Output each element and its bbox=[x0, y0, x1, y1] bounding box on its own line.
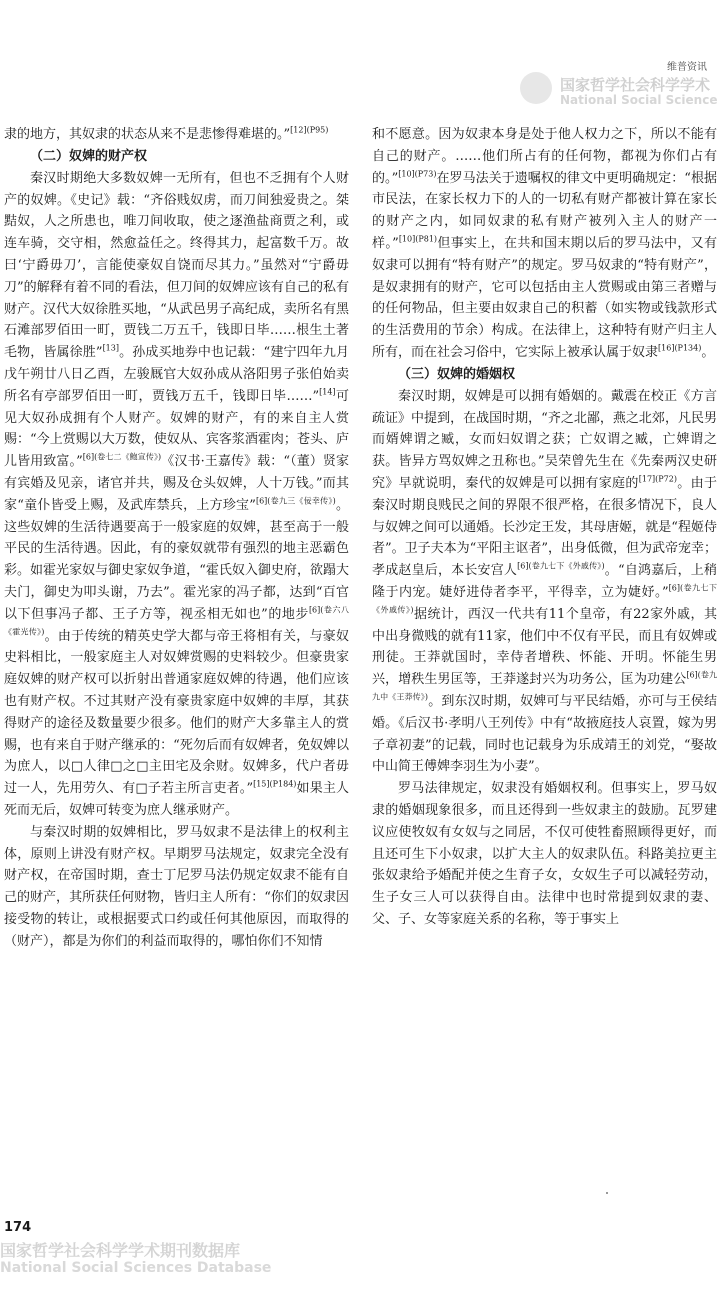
source-tag: 维普资讯 bbox=[667, 62, 707, 73]
paragraph-text: 。孙成买地券中也记载：“建宁四年九月戊午朔廿八日乙酉，左骏厩官大奴孙成从洛阳男子张伯始卖所名有亭部罗佰田一町，贾钱万五千，钱即日毕……” bbox=[4, 345, 349, 404]
citation-ref: [13] bbox=[102, 343, 119, 353]
paragraph-text: 秦汉时期，奴婢是可以拥有婚姻的。戴震在校正《方言疏证》中提到，在战国时期，“齐之北鄙，燕之北郊，凡民男而婿婢谓之臧，女而妇奴谓之获；亡奴谓之臧，亡婢谓之获。皆异方骂奴婢之丑称也。”吴荣曾先生在《先秦两汉史研究》早就说明，秦代的奴婢是可以拥有家庭的 bbox=[372, 388, 717, 491]
body-paragraph bbox=[372, 124, 717, 364]
paragraph-text: 。“自鸿嘉后，上稍隆于内宠。婕妤进侍者李平，平得幸，立为婕妤。” bbox=[372, 563, 717, 600]
citation-ref: [12](P95) bbox=[290, 125, 329, 135]
paragraph-text: 如果主人死而无后，奴婢可转变为庶人继承财产。 bbox=[4, 781, 349, 818]
paragraph-text: 秦汉时期绝大多数奴婢一无所有，但也不乏拥有个人财产的奴婢。《史记》载：“齐俗贱奴虏，而刀间独爱贵之。桀黠奴，人之所患也，唯刀间收取，使之逐渔盐商贾之利，或连车骑，交守相，然愈益任之。终得其力，起富数千万。故曰‘宁爵毋刀’，言能使豪奴自饶而尽其力。”虽然对“宁爵毋刀”的解释有着不同的看法，但刀间的奴婢应该有自己的私有财产。汉代大奴徐胜买地，“从武邑男子高纪成，卖所名有黑石滩部罗佰田一町，贾钱二万五千，钱即日毕……根生土著毛物，皆属徐胜” bbox=[4, 170, 349, 361]
scan-speck bbox=[606, 1192, 608, 1194]
left-column bbox=[4, 124, 349, 952]
bottom-watermark bbox=[0, 1238, 719, 1288]
citation-ref: [16](P134) bbox=[658, 343, 702, 353]
paragraph-text: 。这些奴婢的生活待遇要高于一般家庭的奴婢，甚至高于一般平民的生活待遇。因此，有的豪奴就带有强烈的地主恶霸色彩。如霍光家奴与御史家奴争道，“霍氏奴入御史府，欲蹋大夫门，御史为叩头谢，乃去”。霍光家的冯子都，达到“百官以下但事冯子都、王子方等，视丞相无如也”的地步 bbox=[4, 497, 349, 622]
paragraph-text: 与秦汉时期的奴婢相比，罗马奴隶不是法律上的权利主体，原则上讲没有财产权。早期罗马法规定，奴隶完全没有财产权，在帝国时期，查士丁尼罗马法仍规定奴隶不能有自己的财产，其所获任何财物，皆归主人所有：“你们的奴隶因接受物的转让，或根据要式口约或任何其他原因，而取得的（财产），都是为你们的利益而取得的，哪怕你们不知情 bbox=[4, 824, 349, 949]
watermark-title-cn: 国家哲学社会科学学术 bbox=[560, 76, 711, 94]
citation-ref: [15](P184) bbox=[253, 779, 297, 789]
citation-ref: [6](卷七二《鲍宣传》) bbox=[82, 452, 162, 462]
bottom-watermark-en: National Social Sciences Database bbox=[0, 1260, 272, 1276]
citation-ref: [6](卷九七下《外戚传》) bbox=[372, 583, 717, 615]
citation-ref: [6](卷九三《佞幸传》) bbox=[255, 496, 336, 506]
body-paragraph bbox=[372, 778, 717, 931]
section-heading: （三）奴婢的婚姻权 bbox=[398, 366, 516, 382]
paragraph-text: 据统计，西汉一代共有11个皇帝，有22家外戚，其中出身微贱的就有11家，他们中不仅有平民，而且有奴婢或刑徒。王莽就国时，幸侍者增秩、怀能、开明。怀能生男兴，增秩生男匡等，王莽遂封兴为功务公，匡为功建公 bbox=[372, 606, 717, 688]
citation-ref: [10](P81) bbox=[398, 234, 438, 244]
paragraph-text: 可见大奴孙成拥有个人财产。奴婢的财产，有的来自主人赏赐：“今上赏赐以大万数，使奴从、宾客浆酒霍肉；苍头、庐儿皆用致富。” bbox=[4, 388, 349, 470]
paragraph-text: 。 bbox=[701, 344, 715, 360]
paragraph-text: 。到东汉时期，奴婢可与平民结婚，亦可与王侯结婚。《后汉书·孝明八王列传》中有“故掖庭技人哀置，嫁为男子章初妻”的记载，同时也记载身为乐成靖王的刘党，“娶故中山简王傅婢李羽生为小妻”。 bbox=[372, 693, 717, 775]
paragraph-text: 隶的地方，其奴隶的状态从来不是悲惨得难堪的。” bbox=[4, 127, 291, 142]
paragraph-text: 。由于传统的精英史学大都与帝王将相有关，与豪奴史料相比，一般家庭主人对奴婢赏赐的史料较少。但豪贵家庭奴婢的财产权可以折射出普通家庭奴婢的待遇，他们应该也有财产权。不过其财产没有豪贵家庭中奴婢的丰厚，其获得财产的途径及数量要少很多。他们的财产大多靠主人的赏赐，也有来自于财产继承的：“死勿后而有奴婢者，免奴婢以为庶人，以□人律□之□主田宅及余财。奴婢多，代户者毋过一人，先用劳久、有□子若主所言吏者。” bbox=[4, 628, 349, 797]
bottom-watermark-cn: 国家哲学社会科学学术期刊数据库 bbox=[0, 1241, 241, 1260]
section-heading: （二）奴婢的财产权 bbox=[30, 148, 148, 164]
citation-ref: [6](卷六八《霍光传》) bbox=[4, 605, 349, 637]
citation-ref: [6](卷九七下《外戚传》) bbox=[517, 561, 605, 571]
body-paragraph bbox=[4, 168, 349, 822]
body-paragraph bbox=[372, 386, 717, 778]
citation-ref: [6](卷九九中《王莽传》) bbox=[372, 670, 717, 702]
paragraph-text: 。由于秦汉时期良贱民之间的界限不很严格，在很多情况下，良人与奴婢之间可以通婚。长沙定王发，其母唐姬，就是“程姬侍者”。卫子夫本为“平阳主讴者”，出身低微，但为武帝宠幸；孝成赵皇后，本长安宫人 bbox=[372, 475, 717, 579]
citation-ref: [10](P73) bbox=[398, 169, 437, 179]
citation-ref: [14] bbox=[319, 387, 336, 397]
watermark-title-en: National Social Science bbox=[560, 93, 718, 107]
page-number: 174 bbox=[4, 1220, 32, 1235]
paragraph-text: 和不愿意。因为奴隶本身是处于他人权力之下，所以不能有自己的财产。……他们所占有的任何物，都视为你们占有的。” bbox=[372, 127, 717, 186]
paragraph-text: 罗马法律规定，奴隶没有婚姻权利。但事实上，罗马奴隶的婚姻现象很多，而且还得到一些奴隶主的鼓励。瓦罗建议应使牧奴有女奴与之同居，不仅可使牲畜照顾得更好，而且还可生下小奴隶，以扩大主人的奴隶队伍。科路美拉更主张奴隶给予婚配并使之生育子女，女奴生子可以减轻劳动，生子女三人可以获得自由。法律中也时常提到奴隶的妻、父、子、女等家庭关系的名称，等于事实上 bbox=[372, 781, 717, 927]
paragraph-text: 但事实上，在共和国末期以后的罗马法中，又有奴隶可以拥有“特有财产”的规定。罗马奴隶的“特有财产”，是奴隶拥有的财产，它可以包括由主人赏赐或由第三者赠与的任何物品，但主要由奴隶自己的积蓄（如实物或钱款形式的生活费用的节余）构成。在法律上，这种特有财产归主人所有，而在社会习俗中，它实际上被承认属于奴隶 bbox=[372, 235, 717, 360]
citation-ref: [17](P72) bbox=[638, 474, 677, 484]
watermark-logo-icon bbox=[520, 72, 552, 104]
body-paragraph bbox=[4, 822, 349, 953]
right-column bbox=[372, 124, 717, 931]
top-watermark bbox=[520, 72, 719, 112]
paragraph-text: 在罗马法关于遗嘱权的律文中更明确规定：“根据市民法，在家长权力下的人的一切私有财产都被计算在家长的财产之内，如同奴隶的私有财产被列入主人的财产一样。” bbox=[372, 170, 717, 251]
paragraph-text: 《汉书·王嘉传》载：“（董）贤家有宾婚及见亲，诸官并共，赐及仓头奴婢，人十万钱。”而其家“童仆皆受上赐，及武库禁兵，上方珍宝” bbox=[4, 454, 350, 513]
body-paragraph bbox=[4, 124, 349, 146]
